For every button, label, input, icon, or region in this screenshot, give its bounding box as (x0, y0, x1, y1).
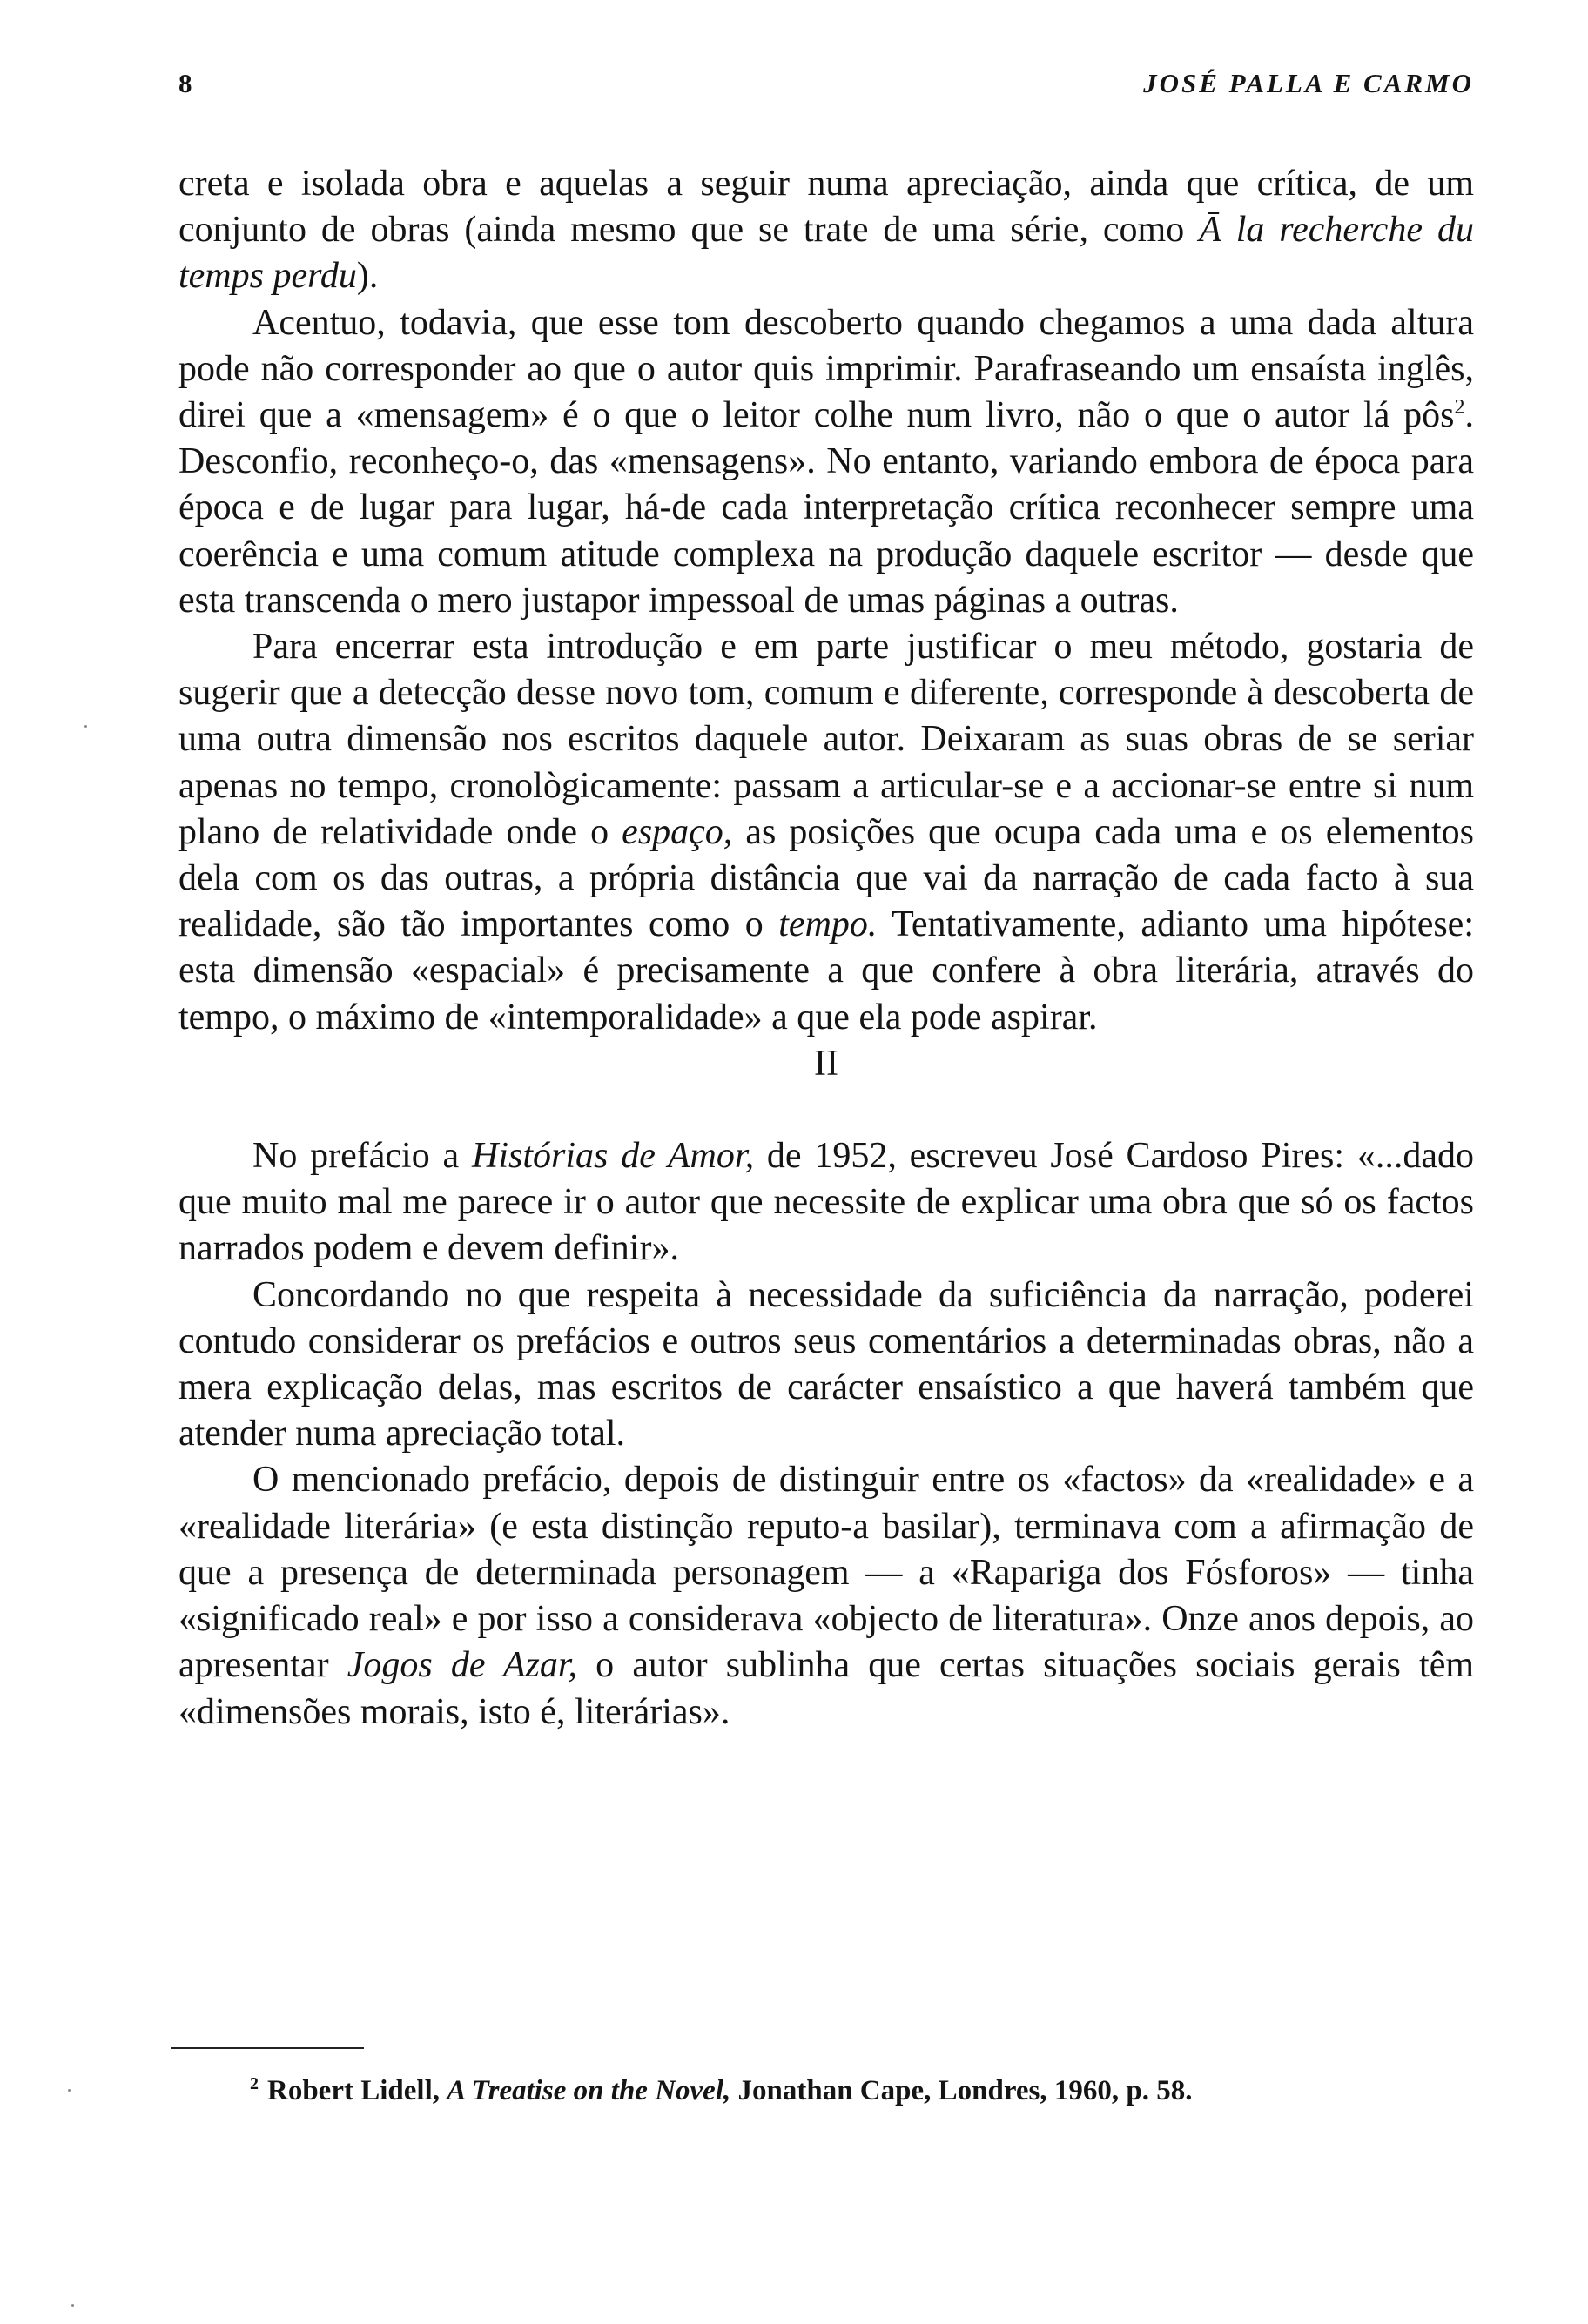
paragraph: Para encerrar esta introdução e em parte justificar o meu método, gostaria de sugerir que a detecção desse novo tom, comum e diferente, corresponde à descoberta de uma outra dimensão nos escritos daquele autor. Deixaram as suas obras de se seriar apenas no tempo, cronològicamente: passam a articular-se e a accionar-se entre si num plano de relatividade onde o espaço, as posições que ocupa cada uma e os elementos dela com os das outras, a própria distância que vai da narração de cada facto à sua realidade, são tão importantes como o tempo. Tentativamente, adianto uma hipótese: esta dimensão «espacial» é precisamente a que confere à obra literária, através do tempo, o máximo de «intemporalidade» a que ela pode aspirar. (178, 627, 1474, 1038)
italic-title: Ā la recherche du temps perdu (178, 210, 1474, 297)
paragraph: Acentuo, todavia, que esse tom descoberto quando chegamos a uma dada altura pode não corresponder ao que o autor quis imprimir. Parafraseando um ensaísta inglês, direi que a «mensagem» é o que o leitor colhe num livro, não o que o autor lá pôs$^2$. Desconfio, reconheço-o, das «mensagens». No entanto, variando embora de época para época e de lugar para lugar, há-de cada interpretação crítica reconhecer sempre uma coerência e uma comum atitude complexa na produção daquele escritor — desde que esta transcenda o mero justapor impessoal de umas páginas a outras. (178, 302, 1474, 621)
footnote-reference: 2 (1454, 396, 1465, 420)
scan-speck (84, 725, 87, 728)
italic-term: tempo. (778, 904, 878, 945)
paragraph: Concordando no que respeita à necessidade da suficiência da narração, poderei contudo considerar os prefácios e outros seus comentários a determinadas obras, não a mera explicação delas, mas escritos de carácter ensaístico a que haverá também que atender numa apreciação total. (178, 1274, 1474, 1454)
paragraph: No prefácio a Histórias de Amor, de 1952, escreveu José Cardoso Pires: «...dado que muito mal me parece ir o autor que necessite de explicar uma obra que só os factos narrados podem e devem definir». (178, 1136, 1474, 1269)
paragraph: O mencionado prefácio, depois de distinguir entre os «factos» da «realidade» e a «realidade literária» (e esta distinção reputo-a basilar), terminava com a afirmação de que a presença de determinada personagem — a «Rapariga dos Fósforos» — tinha «significado real» e por isso a considerava «objecto de literatura». Onze anos depois, ao apresentar Jogos de Azar, o autor sublinha que certas situações sociais gerais têm «dimensões morais, isto é, literárias». (178, 1460, 1475, 1732)
body-text (178, 161, 1474, 1736)
page-number: 8 (178, 68, 193, 98)
scan-speck (68, 2089, 71, 2092)
footnote-book-title: A Treatise on the Novel, (447, 2075, 731, 2106)
footnote: $^2$ Robert Lidell, A Treatise on the Novel, Jonathan Cape, Londres, 1960, p. 58. (250, 2074, 1193, 2106)
italic-title: Jogos de Azar, (347, 1645, 578, 1686)
section-number: II (814, 1043, 838, 1084)
paragraph-continuation: creta e isolada obra e aquelas a seguir numa apreciação, ainda que crítica, de um conjunto de obras (ainda mesmo que se trate de uma série, como Ā la recherche du temps perdu). (178, 164, 1474, 297)
running-title: JOSÉ PALLA E CARMO (1143, 68, 1474, 98)
italic-title: Histórias de Amor, (472, 1136, 755, 1177)
italic-term: espaço, (622, 811, 733, 852)
footnote-rule (171, 2047, 364, 2049)
running-head (178, 68, 1474, 111)
footnote-marker: 2 (250, 2074, 259, 2093)
scan-speck (71, 2304, 74, 2307)
